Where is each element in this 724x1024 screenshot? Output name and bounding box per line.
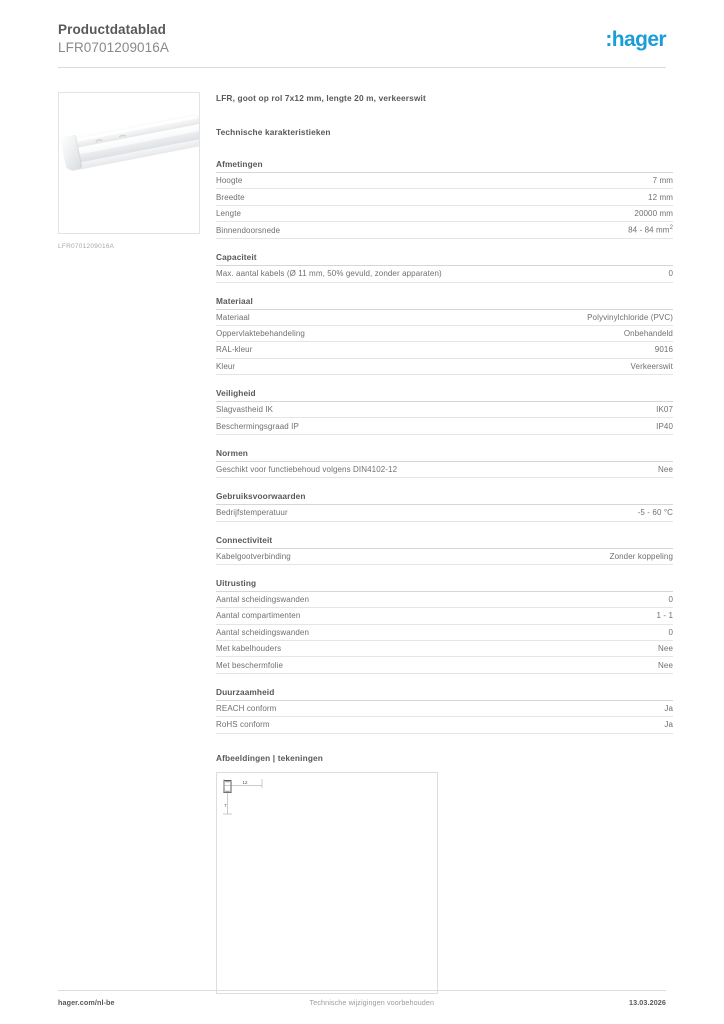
spec-value: Ja [664,703,673,713]
spec-value: 1 - 1 [656,611,673,621]
footer-divider [58,990,666,991]
spec-section [216,535,673,565]
spec-row [216,657,673,673]
spec-value [628,225,673,235]
spec-section-title: Uitrusting [216,578,673,592]
spec-value: 0 [668,269,673,279]
spec-value: 0 [668,595,673,605]
spec-value-text: 84 - 84 mm [628,225,670,235]
spec-value: Verkeerswit [630,361,673,371]
spec-label: Binnendoorsnede [216,225,281,235]
spec-label: REACH conform [216,703,277,713]
spec-row [216,359,673,375]
footer-date: 13.03.2026 [629,998,666,1007]
svg-text:7: 7 [224,802,227,808]
product-image [58,92,200,234]
spec-row [216,701,673,717]
spec-row [216,462,673,478]
spec-value: Polyvinylchloride (PVC) [587,312,673,322]
spec-label: RoHS conform [216,720,270,730]
spec-label: Materiaal [216,312,250,322]
header-divider [58,67,666,68]
spec-label: Kabelgootverbinding [216,551,291,561]
spec-section-title: Normen [216,448,673,462]
spec-section [216,578,673,674]
spec-row [216,641,673,657]
spec-label: Breedte [216,192,245,202]
technical-characteristics-heading: Technische karakteristieken [216,127,331,137]
spec-value: 20000 mm [634,208,673,218]
drawings-heading: Afbeeldingen | tekeningen [216,752,324,763]
page-footer [58,998,666,1007]
spec-label: Slagvastheid IK [216,405,274,415]
spec-value: IK07 [656,405,673,415]
spec-row [216,326,673,342]
spec-label: Met beschermfolie [216,660,284,670]
spec-label: Beschermingsgraad IP [216,421,299,431]
main-content [216,93,673,994]
spec-section-title: Connectiviteit [216,535,673,549]
spec-row [216,402,673,418]
spec-section [216,687,673,734]
spec-value: Nee [658,660,673,670]
spec-value: Nee [658,644,673,654]
spec-value-superscript: 2 [669,225,673,232]
spec-label: Aantal compartimenten [216,611,301,621]
spec-row [216,625,673,641]
spec-value: Zonder koppeling [609,551,673,561]
cable-trunking-illustration [61,105,200,181]
spec-sections [216,159,673,734]
spec-row [216,342,673,358]
footer-website[interactable]: hager.com/nl-be [58,998,115,1007]
spec-section-title: Materiaal [216,296,673,310]
spec-label: Oppervlaktebehandeling [216,329,305,339]
spec-value: Onbehandeld [623,329,673,339]
spec-row [216,173,673,189]
spec-value: 9016 [654,345,673,355]
spec-label: Aantal scheidingswanden [216,627,310,637]
spec-value: 0 [668,627,673,637]
spec-value: Ja [664,720,673,730]
page-title: Productdatablad [58,22,167,37]
spec-row [216,608,673,624]
spec-row [216,418,673,434]
spec-value: Nee [658,464,673,474]
spec-label: Kleur [216,361,236,371]
spec-label: Max. aantal kabels (Ø 11 mm, 50% gevuld, zonder apparaten) [216,269,442,279]
spec-row [216,505,673,521]
spec-value: IP40 [656,421,673,431]
product-reference: LFR0701209016A [58,40,169,55]
product-image-caption: LFR0701209016A [58,243,115,250]
spec-row [216,222,673,239]
spec-value: 7 mm [652,176,673,186]
product-name: LFR, goot op rol 7x12 mm, lengte 20 m, verkeerswit [216,93,426,103]
spec-section-title: Duurzaamheid [216,687,673,701]
hager-logo: :hager [605,28,666,51]
spec-label: Aantal scheidingswanden [216,595,310,605]
spec-row [216,189,673,205]
spec-label: Hoogte [216,176,243,186]
spec-label: Bedrijfstemperatuur [216,508,288,518]
spec-section [216,159,673,239]
footer-disclaimer: Technische wijzigingen voorbehouden [309,998,435,1007]
spec-row [216,206,673,222]
spec-value: 12 mm [648,192,673,202]
spec-section-title: Afmetingen [216,159,673,173]
spec-row [216,266,673,282]
technical-drawing-svg [220,776,300,836]
spec-row [216,310,673,326]
spec-label: Met kabelhouders [216,644,282,654]
svg-text:12: 12 [242,779,248,785]
spec-row [216,549,673,565]
header-titles [58,22,169,56]
technical-drawing-box [216,772,438,994]
spec-section [216,491,673,521]
page-header [58,22,666,66]
spec-section [216,296,673,376]
spec-section-title: Veiligheid [216,388,673,402]
spec-row [216,592,673,608]
spec-row [216,717,673,733]
spec-label: RAL-kleur [216,345,253,355]
spec-label: Geschikt voor functiebehoud volgens DIN4102-12 [216,464,398,474]
spec-section [216,448,673,478]
spec-section [216,388,673,435]
spec-value: -5 - 60 °C [637,508,673,518]
spec-label: Lengte [216,208,242,218]
spec-section-title: Capaciteit [216,252,673,266]
spec-section [216,252,673,282]
spec-section-title: Gebruiksvoorwaarden [216,491,673,505]
